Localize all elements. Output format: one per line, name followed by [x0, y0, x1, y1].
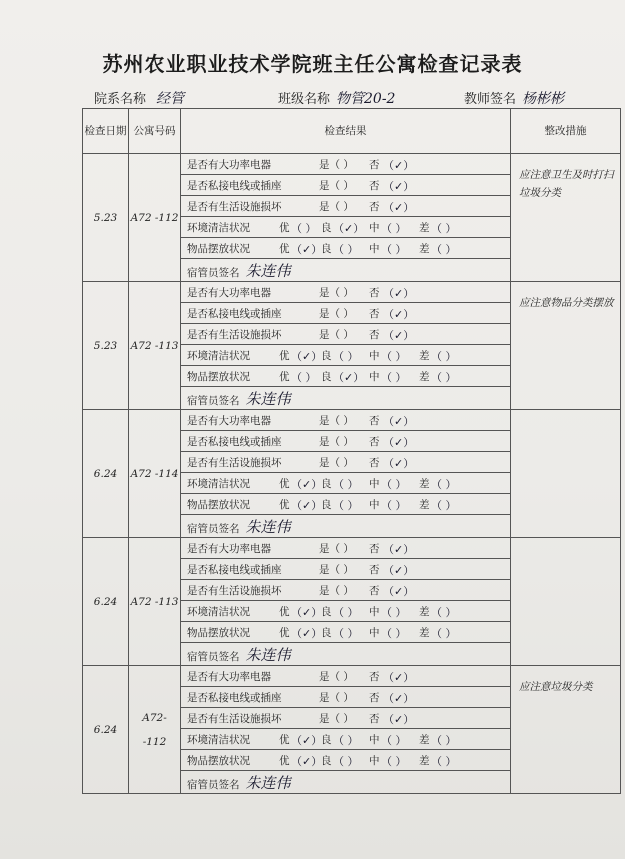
checkmark-icon: （✓）: [383, 435, 415, 449]
empty-bracket: （ ）: [333, 477, 359, 491]
no-option: 否: [369, 200, 380, 213]
check-item-label: 是否私接电线或插座: [187, 307, 282, 320]
signature-label: 宿管员签名: [187, 266, 240, 279]
check-item-label: 是否私接电线或插座: [187, 691, 282, 704]
check-item-label: 环境清洁状况: [187, 221, 250, 234]
rating-option: 良: [321, 733, 332, 746]
rating-option: 中: [369, 733, 380, 746]
signature-label: 宿管员签名: [187, 522, 240, 535]
table-header-row: [83, 109, 621, 154]
no-option: 否: [369, 456, 380, 469]
no-option: 否: [369, 307, 380, 320]
inspection-date: 6.24: [83, 538, 129, 666]
yes-option: 是（ ）: [319, 542, 354, 555]
rating-option: 差: [419, 498, 430, 511]
inspection-date: 6.24: [83, 410, 129, 538]
empty-bracket: （ ）: [431, 733, 457, 747]
check-item-row: [83, 538, 621, 559]
checkmark-icon: （✓）: [291, 477, 323, 491]
checkmark-icon: （✓）: [383, 328, 415, 342]
corrective-action-note: 应注意垃圾分类: [511, 666, 621, 794]
corrective-action-note: [511, 538, 621, 666]
rating-option: 差: [419, 221, 430, 234]
check-item-label: 是否私接电线或插座: [187, 563, 282, 576]
no-option: 否: [369, 414, 380, 427]
empty-bracket: （ ）: [431, 754, 457, 768]
rating-option: 差: [419, 370, 430, 383]
check-item-row: [83, 282, 621, 303]
yes-option: 是（ ）: [319, 158, 354, 171]
corrective-action-note: 应注意物品分类摆放: [511, 282, 621, 410]
check-item-label: 是否有大功率电器: [187, 542, 271, 555]
checkmark-icon: （✓）: [383, 307, 415, 321]
no-option: 否: [369, 435, 380, 448]
rating-option: 中: [369, 221, 380, 234]
check-item-label: 物品摆放状况: [187, 754, 250, 767]
inspection-date: 6.24: [83, 666, 129, 794]
teacher-label: 教师签名: [464, 92, 517, 107]
no-option: 否: [369, 691, 380, 704]
rating-option: 差: [419, 605, 430, 618]
no-option: 否: [369, 712, 380, 725]
rating-option: 中: [369, 349, 380, 362]
room-number: A72 -113: [129, 282, 181, 410]
yes-option: 是（ ）: [319, 563, 354, 576]
checkmark-icon: （✓）: [333, 370, 365, 384]
rating-option: 优: [279, 477, 290, 490]
empty-bracket: （ ）: [333, 605, 359, 619]
empty-bracket: （ ）: [431, 221, 457, 235]
yes-option: 是（ ）: [319, 286, 354, 299]
yes-option: 是（ ）: [319, 435, 354, 448]
empty-bracket: （ ）: [381, 349, 407, 363]
empty-bracket: （ ）: [431, 477, 457, 491]
empty-bracket: （ ）: [381, 221, 407, 235]
check-item-label: 物品摆放状况: [187, 242, 250, 255]
check-item-label: 是否有生活设施损坏: [187, 584, 282, 597]
checkmark-icon: （✓）: [383, 691, 415, 705]
room-number: A72- -112: [129, 666, 181, 794]
check-item-label: 物品摆放状况: [187, 626, 250, 639]
no-option: 否: [369, 179, 380, 192]
rating-option: 差: [419, 349, 430, 362]
class-value: 物管20-2: [336, 91, 396, 107]
checkmark-icon: （✓）: [291, 242, 323, 256]
checkmark-icon: （✓）: [333, 221, 365, 235]
checkmark-icon: （✓）: [291, 626, 323, 640]
col-room: 公寓号码: [129, 109, 181, 154]
checkmark-icon: （✓）: [383, 200, 415, 214]
checkmark-icon: （✓）: [383, 563, 415, 577]
col-actions: 整改措施: [511, 109, 621, 154]
empty-bracket: （ ）: [431, 242, 457, 256]
rating-option: 优: [279, 733, 290, 746]
empty-bracket: （ ）: [333, 498, 359, 512]
yes-option: 是（ ）: [319, 328, 354, 341]
rating-option: 优: [279, 242, 290, 255]
check-item-label: 环境清洁状况: [187, 349, 250, 362]
check-item-row: [83, 410, 621, 431]
empty-bracket: （ ）: [431, 498, 457, 512]
no-option: 否: [369, 542, 380, 555]
signature-label: 宿管员签名: [187, 778, 240, 791]
check-item-label: 是否私接电线或插座: [187, 435, 282, 448]
dorm-manager-signature: 朱连伟: [245, 389, 291, 408]
empty-bracket: （ ）: [381, 605, 407, 619]
rating-option: 良: [321, 370, 332, 383]
inspection-date: 5.23: [83, 282, 129, 410]
checkmark-icon: （✓）: [291, 733, 323, 747]
checkmark-icon: （✓）: [383, 456, 415, 470]
check-item-label: 物品摆放状况: [187, 370, 250, 383]
rating-option: 差: [419, 733, 430, 746]
room-number: A72 -112: [129, 154, 181, 282]
yes-option: 是（ ）: [319, 200, 354, 213]
dorm-manager-signature: 朱连伟: [245, 645, 291, 664]
empty-bracket: （ ）: [333, 242, 359, 256]
yes-option: 是（ ）: [319, 307, 354, 320]
signature-label: 宿管员签名: [187, 394, 240, 407]
signature-label: 宿管员签名: [187, 650, 240, 663]
yes-option: 是（ ）: [319, 414, 354, 427]
teacher-signature: 杨彬彬: [522, 91, 564, 107]
empty-bracket: （ ）: [291, 370, 317, 384]
empty-bracket: （ ）: [381, 733, 407, 747]
rating-option: 良: [321, 477, 332, 490]
empty-bracket: （ ）: [333, 626, 359, 640]
check-item-label: 是否有大功率电器: [187, 158, 271, 171]
empty-bracket: （ ）: [291, 221, 317, 235]
inspection-table: [82, 108, 620, 840]
check-item-label: 是否有生活设施损坏: [187, 328, 282, 341]
yes-option: 是（ ）: [319, 712, 354, 725]
empty-bracket: （ ）: [333, 733, 359, 747]
no-option: 否: [369, 584, 380, 597]
rating-option: 中: [369, 605, 380, 618]
rating-option: 优: [279, 221, 290, 234]
rating-option: 优: [279, 605, 290, 618]
no-option: 否: [369, 158, 380, 171]
empty-bracket: （ ）: [431, 370, 457, 384]
check-item-row: [83, 666, 621, 687]
empty-bracket: （ ）: [431, 605, 457, 619]
check-item-label: 环境清洁状况: [187, 733, 250, 746]
dorm-manager-signature: 朱连伟: [245, 517, 291, 536]
check-item-label: 是否有大功率电器: [187, 286, 271, 299]
rating-option: 优: [279, 754, 290, 767]
empty-bracket: （ ）: [381, 754, 407, 768]
rating-option: 差: [419, 754, 430, 767]
checkmark-icon: （✓）: [383, 286, 415, 300]
checkmark-icon: （✓）: [383, 179, 415, 193]
checkmark-icon: （✓）: [291, 754, 323, 768]
rating-option: 良: [321, 498, 332, 511]
rating-option: 中: [369, 626, 380, 639]
rating-option: 中: [369, 477, 380, 490]
rating-option: 良: [321, 754, 332, 767]
rating-option: 差: [419, 242, 430, 255]
col-date: 检查日期: [83, 109, 129, 154]
checkmark-icon: （✓）: [383, 414, 415, 428]
yes-option: 是（ ）: [319, 584, 354, 597]
empty-bracket: （ ）: [381, 477, 407, 491]
check-item-row: [83, 154, 621, 175]
empty-bracket: （ ）: [333, 349, 359, 363]
no-option: 否: [369, 563, 380, 576]
rating-option: 良: [321, 242, 332, 255]
dorm-manager-signature: 朱连伟: [245, 773, 291, 792]
yes-option: 是（ ）: [319, 456, 354, 469]
empty-bracket: （ ）: [431, 349, 457, 363]
rating-option: 优: [279, 498, 290, 511]
empty-bracket: （ ）: [333, 754, 359, 768]
check-item-label: 是否私接电线或插座: [187, 179, 282, 192]
corrective-action-note: 应注意卫生及时打扫垃圾分类: [511, 154, 621, 282]
dept-value: 经管: [156, 91, 184, 107]
empty-bracket: （ ）: [381, 498, 407, 512]
rating-option: 差: [419, 626, 430, 639]
col-results: 检查结果: [181, 109, 511, 154]
rating-option: 优: [279, 349, 290, 362]
empty-bracket: （ ）: [381, 626, 407, 640]
header-line: [86, 88, 564, 108]
inspection-date: 5.23: [83, 154, 129, 282]
rating-option: 优: [279, 626, 290, 639]
dept-label: 院系名称: [94, 92, 147, 107]
rating-option: 中: [369, 754, 380, 767]
check-item-label: 是否有生活设施损坏: [187, 456, 282, 469]
check-item-label: 是否有生活设施损坏: [187, 200, 282, 213]
checkmark-icon: （✓）: [383, 584, 415, 598]
no-option: 否: [369, 286, 380, 299]
no-option: 否: [369, 328, 380, 341]
empty-bracket: （ ）: [381, 242, 407, 256]
check-item-label: 环境清洁状况: [187, 605, 250, 618]
checkmark-icon: （✓）: [383, 712, 415, 726]
check-item-label: 是否有大功率电器: [187, 670, 271, 683]
checkmark-icon: （✓）: [291, 605, 323, 619]
rating-option: 良: [321, 221, 332, 234]
room-number: A72 -114: [129, 410, 181, 538]
checkmark-icon: （✓）: [383, 670, 415, 684]
rating-option: 良: [321, 605, 332, 618]
check-item-label: 是否有大功率电器: [187, 414, 271, 427]
yes-option: 是（ ）: [319, 670, 354, 683]
rating-option: 差: [419, 477, 430, 490]
rating-option: 优: [279, 370, 290, 383]
room-number: A72 -113: [129, 538, 181, 666]
dorm-manager-signature: 朱连伟: [245, 261, 291, 280]
yes-option: 是（ ）: [319, 179, 354, 192]
empty-bracket: （ ）: [381, 370, 407, 384]
rating-option: 中: [369, 498, 380, 511]
yes-option: 是（ ）: [319, 691, 354, 704]
checkmark-icon: （✓）: [291, 349, 323, 363]
corrective-action-note: [511, 410, 621, 538]
rating-option: 良: [321, 349, 332, 362]
check-item-label: 环境清洁状况: [187, 477, 250, 490]
page-title: 苏州农业职业技术学院班主任公寓检查记录表: [102, 52, 523, 76]
rating-option: 中: [369, 370, 380, 383]
check-item-label: 物品摆放状况: [187, 498, 250, 511]
rating-option: 中: [369, 242, 380, 255]
checkmark-icon: （✓）: [291, 498, 323, 512]
class-label: 班级名称: [278, 92, 331, 107]
empty-bracket: （ ）: [431, 626, 457, 640]
rating-option: 良: [321, 626, 332, 639]
checkmark-icon: （✓）: [383, 542, 415, 556]
checkmark-icon: （✓）: [383, 158, 415, 172]
no-option: 否: [369, 670, 380, 683]
check-item-label: 是否有生活设施损坏: [187, 712, 282, 725]
